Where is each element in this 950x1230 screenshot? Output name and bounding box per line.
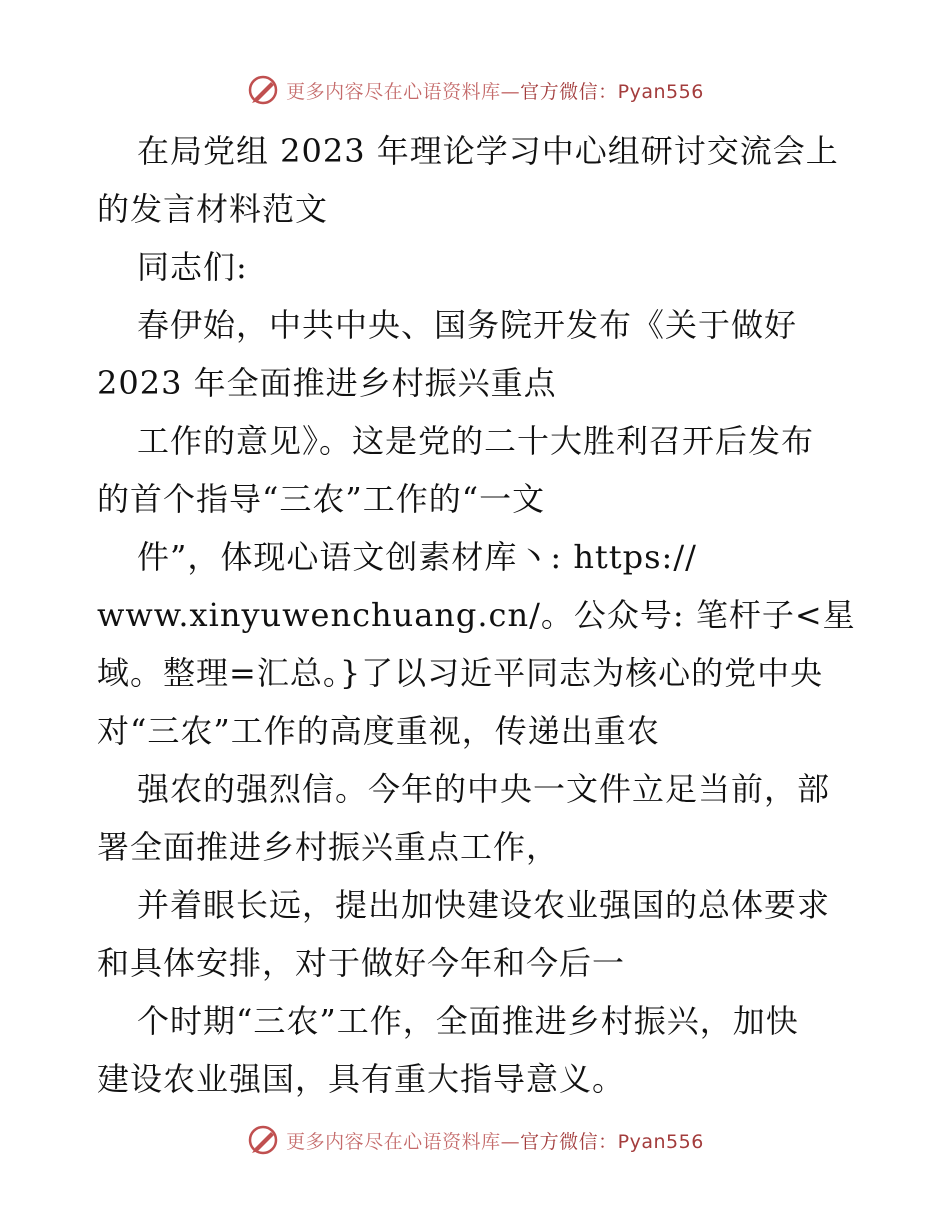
text-line: 建设农业强国，具有重大指导意义。 [97, 1060, 626, 1098]
text-line: 件”，体现心语文创素材库丶: https:// [137, 538, 697, 576]
text-line: 个时期“三农”工作，全面推进乡村振兴，加快 [137, 1002, 799, 1040]
text-line: 对“三农”工作的高度重视，传递出重农 [97, 712, 660, 750]
watermark-brand: 更多内容尽在心语资料库 [286, 1130, 501, 1153]
text-line: 并着眼长远，提出加快建设农业强国的总体要求 [137, 886, 831, 924]
text-line: 的发言材料范文 [97, 190, 329, 228]
text-line: 强农的强烈信。今年的中央一文件立足当前，部 [137, 770, 831, 808]
text-line: 和具体安排，对于做好今年和今后一 [97, 944, 626, 982]
text-line: www.xinyuwenchuang.cn/。公众号: 笔杆子<星 [97, 596, 856, 634]
text-line: 在局党组 2023 年理论学习中心组研讨交流会上 [137, 132, 839, 170]
watermark-separator: — [500, 1130, 521, 1153]
footer-watermark [0, 1120, 950, 1160]
text-line: 同志们: [137, 248, 248, 286]
pen-logo-icon [246, 73, 280, 107]
text-line: 域。整理=汇总。}了以习近平同志为核心的党中央 [97, 654, 824, 692]
text-line: 春伊始，中共中央、国务院开发布《关于做好 [137, 306, 798, 344]
watermark-brand: 更多内容尽在心语资料库 [286, 80, 501, 103]
watermark-contact: 官方微信：Pyan556 [520, 1130, 704, 1153]
watermark-contact: 官方微信：Pyan556 [520, 80, 704, 103]
watermark-text [286, 1127, 704, 1154]
text-line: 的首个指导“三农”工作的“一文 [97, 480, 546, 518]
header-watermark [0, 70, 950, 110]
text-line: 署全面推进乡村振兴重点工作， [97, 828, 560, 866]
watermark-separator: — [500, 80, 521, 103]
text-line: 2023 年全面推进乡村振兴重点 [97, 364, 557, 402]
text-line: 工作的意见》。这是党的二十大胜利召开后发布 [137, 422, 815, 460]
watermark-text [286, 77, 704, 104]
pen-logo-icon [246, 1123, 280, 1157]
document-body [97, 122, 857, 1108]
